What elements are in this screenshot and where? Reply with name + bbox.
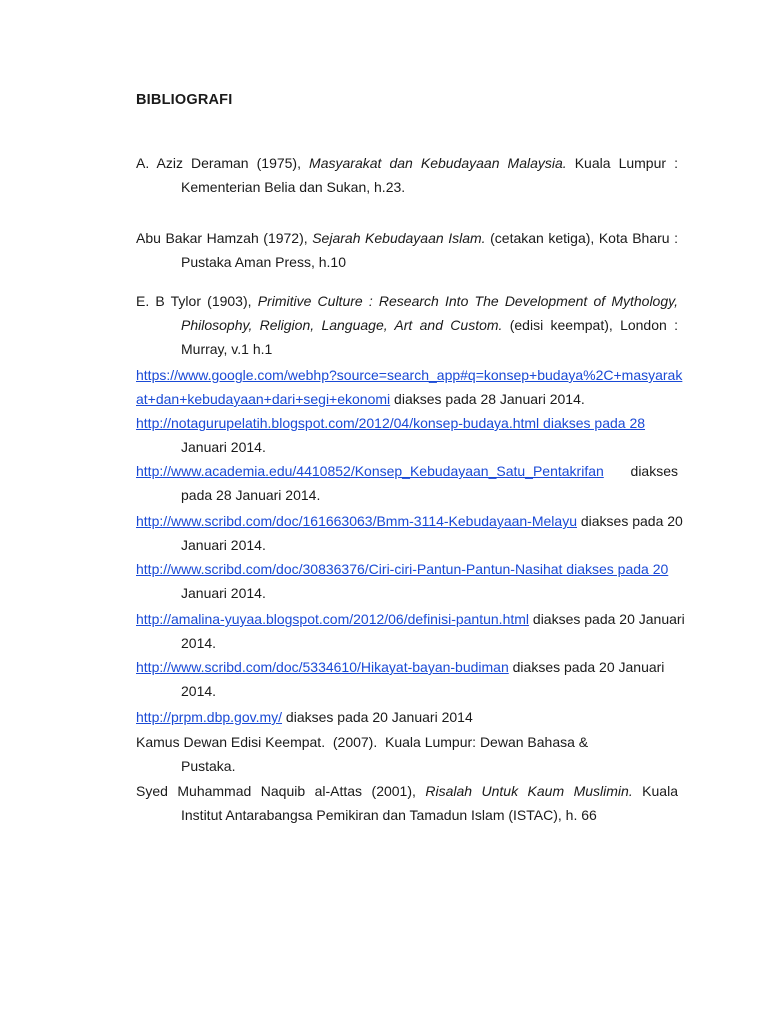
reference-link[interactable]: http://www.scribd.com/doc/5334610/Hikayat-bayan-budiman <box>136 659 509 675</box>
reference-line <box>136 363 683 387</box>
reference-title: Risalah Untuk Kaum Muslimin. <box>425 783 633 799</box>
reference-publisher: Institut Antarabangsa Pemikiran dan Tamadun Islam (ISTAC), h. 66 <box>181 807 597 823</box>
reference-prpm <box>136 705 678 729</box>
reference-title: Masyarakat dan Kebudayaan Malaysia. <box>309 155 567 171</box>
reference-publisher: Pustaka. <box>181 758 236 774</box>
reference-scribd-kebudayaan-melayu <box>136 509 683 557</box>
reference-line <box>136 557 678 581</box>
page-title: BIBLIOGRAFI <box>136 92 233 108</box>
access-note: diakses pada 20 Januari 2014 <box>282 709 473 725</box>
reference-author: Syed Muhammad Naquib al-Attas (2001), <box>136 783 426 799</box>
reference-link[interactable]: http://prpm.dbp.gov.my/ <box>136 709 283 725</box>
reference-link-cont[interactable]: at+dan+kebudayaan+dari+segi+ekonomi <box>136 391 391 407</box>
access-note: Januari 2014. <box>181 585 266 601</box>
reference-details: (cetakan ketiga), Kota Bharu : <box>485 230 678 246</box>
reference-author: A. Aziz Deraman (1975), <box>136 155 310 171</box>
reference-notagurupelatih <box>136 411 678 459</box>
reference-line <box>136 151 678 175</box>
reference-google <box>136 363 683 411</box>
reference-author: E. B Tylor (1903), <box>136 293 258 309</box>
reference-scribd-hikayat <box>136 655 678 703</box>
reference-al-attas <box>136 779 678 827</box>
reference-line <box>136 509 683 533</box>
reference-link[interactable]: http://amalina-yuyaa.blogspot.com/2012/06/definisi-pantun.html <box>136 611 530 627</box>
reference-link[interactable]: https://www.google.com/webhp?source=search_app#q=konsep+budaya%2C+masyarak <box>136 367 683 383</box>
reference-publisher: Pustaka Aman Press, h.10 <box>181 254 346 270</box>
reference-link[interactable]: http://www.scribd.com/doc/161663063/Bmm-3114-Kebudayaan-Melayu <box>136 513 577 529</box>
access-note: Januari 2014. <box>181 439 266 455</box>
reference-title-cont: Philosophy, Religion, Language, Art and Custom. <box>181 317 503 333</box>
reference-amalina-yuyaa <box>136 607 685 655</box>
reference-line <box>136 411 678 435</box>
access-note: 2014. <box>181 683 217 699</box>
reference-line <box>136 607 685 631</box>
reference-aziz-deraman <box>136 151 678 199</box>
reference-title: Primitive Culture : Research Into The Development of Mythology, <box>257 293 678 309</box>
reference-publisher: Kementerian Belia dan Sukan, h.23. <box>181 179 406 195</box>
reference-tylor <box>136 289 678 361</box>
access-note: diakses pada 20 Januari <box>529 611 685 627</box>
reference-details: (edisi keempat), London : <box>509 317 678 333</box>
reference-line: Kamus Dewan Edisi Keempat. (2007). Kuala Lumpur: Dewan Bahasa & <box>136 734 589 750</box>
reference-publisher: Murray, v.1 h.1 <box>181 341 273 357</box>
reference-scribd-pantun-nasihat <box>136 557 678 605</box>
reference-line <box>136 226 678 250</box>
reference-abu-bakar-hamzah <box>136 226 678 274</box>
reference-line <box>136 289 678 313</box>
reference-author: Abu Bakar Hamzah (1972), <box>136 230 313 246</box>
reference-line <box>136 313 678 337</box>
reference-link[interactable]: http://www.scribd.com/doc/30836376/Ciri-ciri-Pantun-Pantun-Nasihat diakses pada 20 <box>136 561 669 577</box>
access-note: diakses pada 28 Januari 2014. <box>390 391 585 407</box>
reference-kamus-dewan <box>136 730 678 778</box>
access-note: pada 28 Januari 2014. <box>181 487 321 503</box>
reference-title: Sejarah Kebudayaan Islam. <box>312 230 486 246</box>
reference-line <box>136 779 678 803</box>
reference-line <box>136 387 678 411</box>
reference-line <box>136 655 678 679</box>
access-note: diakses pada 20 <box>576 513 683 529</box>
reference-place: Kuala <box>642 783 678 799</box>
reference-link[interactable]: http://www.academia.edu/4410852/Konsep_Kebudayaan_Satu_Pentakrifan <box>136 463 604 479</box>
access-note: diakses pada 20 Januari <box>508 659 665 675</box>
reference-academia <box>136 459 678 507</box>
access-note: Januari 2014. <box>181 537 266 553</box>
reference-link[interactable]: http://notagurupelatih.blogspot.com/2012/04/konsep-budaya.html diakses pada 28 <box>136 415 646 431</box>
access-note: 2014. <box>181 635 217 651</box>
reference-line <box>136 705 678 729</box>
reference-place: Kuala Lumpur : <box>566 155 678 171</box>
reference-line <box>136 459 678 483</box>
access-note: diakses <box>603 463 678 479</box>
